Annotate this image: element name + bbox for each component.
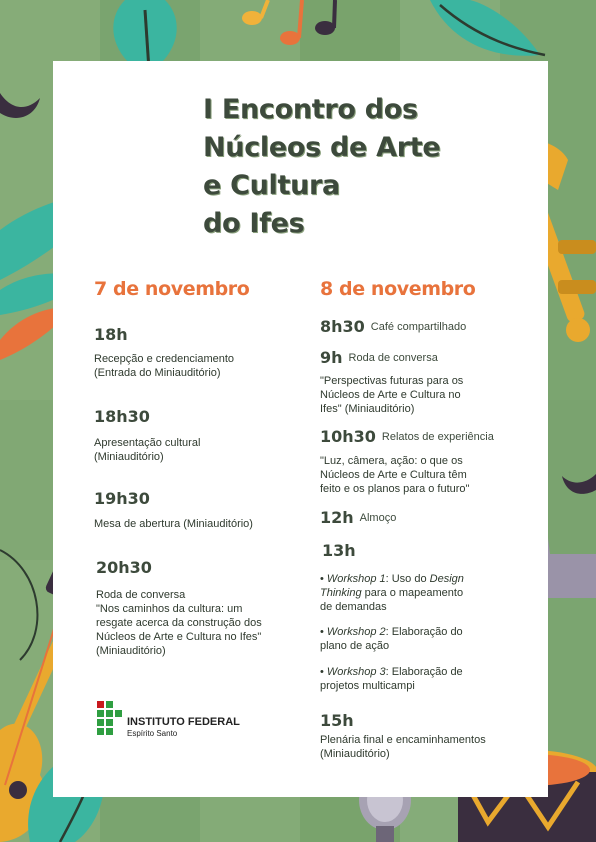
heart-right-icon — [560, 466, 596, 500]
day1-event-time: 18h — [94, 325, 128, 344]
leaf-decoration-top-right-icon — [430, 0, 550, 70]
event-title — [203, 91, 440, 243]
institute-name: INSTITUTO FEDERAL — [127, 716, 240, 728]
institute-logo-mark-icon — [97, 701, 123, 737]
day2-event-time: 15h — [320, 711, 354, 730]
workshop-item: • Workshop 2: Elaboração do plano de ação — [320, 626, 463, 652]
heart-icon — [0, 88, 45, 128]
day2-heading: 8 de novembro — [320, 278, 476, 300]
title-line-4: do Ifes — [203, 208, 305, 239]
day1-event-description: Apresentação cultural (Miniauditório) — [94, 437, 201, 463]
day2-event-description: "Luz, câmera, ação: o que os Núcleos de Arte e Cultura têm feito e os planos para o futuro" — [320, 455, 470, 495]
day2-event-description: "Perspectivas futuras para os Núcleos de Arte e Cultura no Ifes" (Miniauditório) — [320, 375, 464, 415]
day2-event-time: 8h30 Café compartilhado — [320, 317, 467, 336]
institute-logo — [97, 701, 247, 741]
day1-event-time: 18h30 — [94, 407, 150, 426]
institute-campus: Espírito Santo — [127, 729, 178, 738]
title-line-3: e Cultura — [203, 170, 340, 201]
day1-event-time: 20h30 — [96, 558, 152, 577]
title-line-1: I Encontro dos — [203, 94, 418, 125]
day1-event-description: Roda de conversa "Nos caminhos da cultura: um resgate acerca da construção dos Núcleos de Arte e Cultura no Ifes" (Miniauditório) — [96, 589, 262, 657]
day2-event-time: 9h Roda de conversa — [320, 348, 438, 367]
day2-event-description: Plenária final e encaminhamentos (Miniauditório) — [320, 734, 486, 760]
program-card — [53, 61, 548, 797]
workshop-item: • Workshop 1: Uso do Design Thinking para o mapeamento de demandas — [320, 573, 464, 613]
day2-event-time: 13h — [322, 541, 356, 560]
day1-event-description: Recepção e credenciamento (Entrada do Miniauditório) — [94, 353, 235, 379]
workshop-item: • Workshop 3: Elaboração de projetos multicampi — [320, 666, 463, 692]
day1-heading: 7 de novembro — [94, 278, 250, 300]
day1-event-time: 19h30 — [94, 489, 150, 508]
day2-event-time: 12h Almoço — [320, 508, 397, 527]
day1-event-description: Mesa de abertura (Miniauditório) — [94, 518, 253, 530]
music-notes-icon — [240, 0, 350, 50]
day2-event-time: 10h30 Relatos de experiência — [320, 427, 494, 446]
title-line-2: Núcleos de Arte — [203, 132, 441, 163]
